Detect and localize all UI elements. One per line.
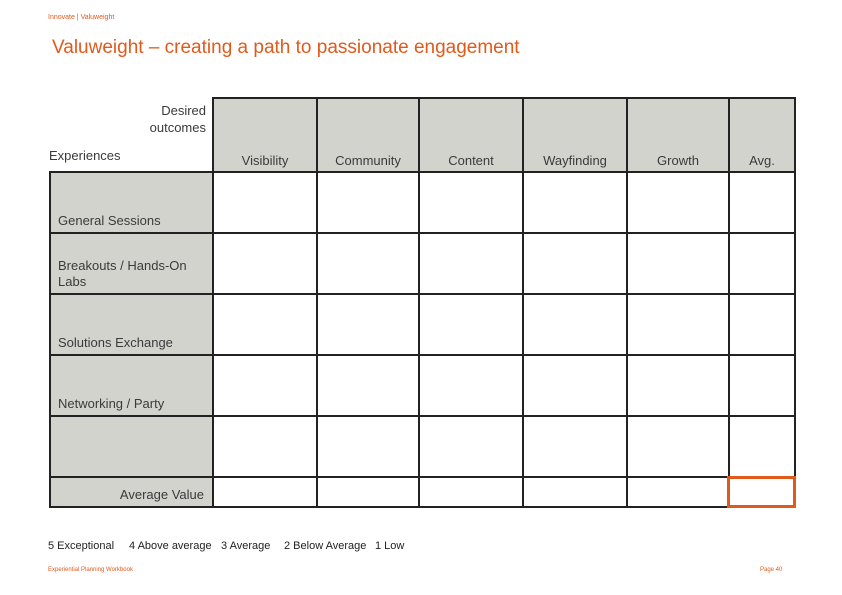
rating-cell[interactable]: [316, 415, 420, 478]
column-header-visibility: Visibility: [212, 97, 318, 173]
overall-average-highlight: [727, 476, 796, 508]
rating-cell[interactable]: [212, 293, 318, 356]
rating-cell[interactable]: [522, 293, 628, 356]
average-value-cell[interactable]: [522, 476, 628, 508]
rating-cell[interactable]: [418, 415, 524, 478]
rating-cell[interactable]: [316, 354, 420, 417]
column-header-wayfinding: Wayfinding: [522, 97, 628, 173]
row-header-networking: Networking / Party: [49, 354, 214, 417]
avg-cell[interactable]: [728, 171, 796, 234]
rating-cell[interactable]: [522, 415, 628, 478]
rating-cell[interactable]: [418, 171, 524, 234]
rating-cell[interactable]: [418, 293, 524, 356]
rating-cell[interactable]: [418, 354, 524, 417]
average-value-cell[interactable]: [626, 476, 730, 508]
corner-experiences: Experiences: [49, 148, 121, 163]
rating-cell[interactable]: [626, 415, 730, 478]
rating-cell[interactable]: [212, 415, 318, 478]
rating-cell[interactable]: [316, 293, 420, 356]
row-header-solutions-exchange: Solutions Exchange: [49, 293, 214, 356]
column-header-growth: Growth: [626, 97, 730, 173]
avg-cell[interactable]: [728, 293, 796, 356]
avg-cell[interactable]: [728, 415, 796, 478]
average-value-cell[interactable]: [212, 476, 318, 508]
legend-item-low: 1 Low: [375, 540, 405, 552]
rating-cell[interactable]: [522, 171, 628, 234]
legend-item-exceptional: 5 Exceptional: [48, 540, 115, 552]
column-header-community: Community: [316, 97, 420, 173]
row-header-general-sessions: General Sessions: [49, 171, 214, 234]
rating-cell[interactable]: [316, 232, 420, 295]
rating-cell[interactable]: [626, 293, 730, 356]
corner-desired-outcomes: Desired outcomes: [149, 103, 206, 135]
rating-cell[interactable]: [626, 232, 730, 295]
avg-cell[interactable]: [728, 354, 796, 417]
column-header-content: Content: [418, 97, 524, 173]
legend-item-average: 3 Average: [221, 540, 271, 552]
rating-cell[interactable]: [316, 171, 420, 234]
rating-cell[interactable]: [212, 354, 318, 417]
avg-cell[interactable]: [728, 232, 796, 295]
page-title: Valuweight – creating a path to passionate engagement: [52, 37, 520, 58]
column-header-avg: Avg.: [728, 97, 796, 173]
header-label: Innovate | Valuweight: [48, 14, 115, 21]
row-header-average-value: Average Value: [49, 476, 214, 508]
rating-cell[interactable]: [626, 354, 730, 417]
rating-cell[interactable]: [522, 354, 628, 417]
rating-cell[interactable]: [212, 232, 318, 295]
rating-cell[interactable]: [522, 232, 628, 295]
page-number: Page 40: [760, 567, 783, 573]
rating-cell[interactable]: [418, 232, 524, 295]
legend-item-above-average: 4 Above average: [129, 540, 212, 552]
row-header-breakouts: Breakouts / Hands-On Labs: [49, 232, 214, 295]
rating-cell[interactable]: [212, 171, 318, 234]
rating-cell[interactable]: [626, 171, 730, 234]
average-value-cell[interactable]: [418, 476, 524, 508]
footer-workbook-title: Experiential Planning Workbook: [48, 567, 133, 573]
row-header-blank: [49, 415, 214, 478]
legend-item-below-average: 2 Below Average: [284, 540, 367, 552]
average-value-cell[interactable]: [316, 476, 420, 508]
